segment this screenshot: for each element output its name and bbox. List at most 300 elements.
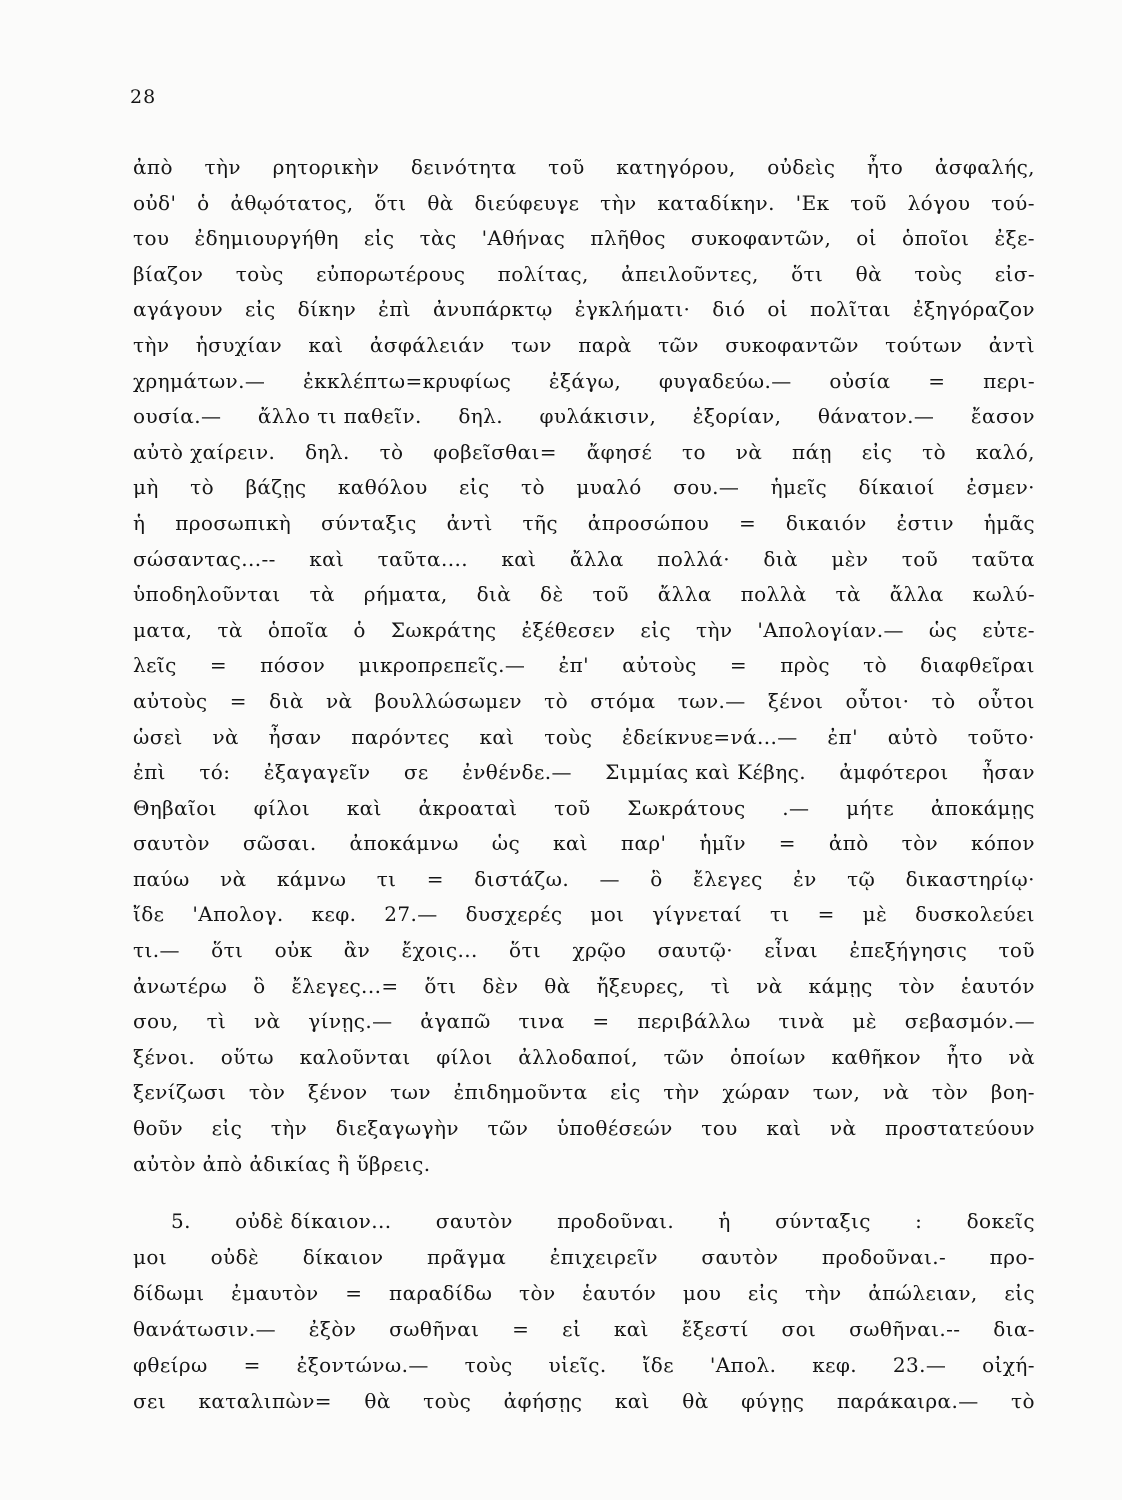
text-line — [133, 506, 1035, 542]
word: θοῦν — [133, 1116, 183, 1141]
word: κόπον — [971, 831, 1035, 856]
word: ξένον — [307, 1080, 368, 1105]
word: ἐξάγω, — [548, 368, 622, 393]
word: θὰ — [855, 261, 882, 286]
word: καλοῦνται — [299, 1044, 411, 1069]
word: τό: — [199, 760, 231, 785]
word: τὴν — [133, 332, 170, 357]
word: καὶ — [766, 1116, 802, 1141]
word: δηλ. — [458, 404, 503, 429]
word: πολλὰ — [740, 582, 807, 607]
word: σε — [403, 760, 429, 785]
word: τὸν — [248, 1080, 286, 1105]
word: τὶ — [710, 973, 731, 998]
word: ἐξοντώνω.— — [296, 1353, 429, 1377]
word: παραδίδω — [389, 1281, 493, 1305]
word: τὴν — [663, 1080, 700, 1105]
text-line — [133, 1275, 1035, 1311]
word: ὁποῖα — [267, 617, 329, 642]
word: ἐμαυτὸν — [231, 1281, 319, 1305]
word: πολῖται — [810, 297, 891, 322]
word: γίγνεταί — [652, 902, 743, 927]
word: καταδίκην. — [657, 190, 775, 215]
word: τῶν — [658, 332, 699, 357]
word: φίλοι — [253, 795, 311, 820]
word: προ- — [989, 1245, 1035, 1269]
text-line — [133, 826, 1035, 862]
word: τὸν — [898, 973, 936, 998]
word: θὰ — [544, 973, 571, 998]
word: ἐξέθεσεν — [521, 617, 616, 642]
word: ξένοι — [767, 688, 824, 713]
text-line — [133, 435, 1035, 471]
word: ἀντὶ — [988, 332, 1035, 357]
word: κωλύ- — [972, 582, 1035, 607]
word: κάμῃς — [808, 973, 873, 998]
word: = — [243, 1353, 261, 1377]
word: δεινότητα — [410, 155, 517, 179]
text-line — [133, 1383, 1035, 1419]
text-line — [133, 1075, 1035, 1111]
word: εἰ — [562, 1317, 582, 1341]
commentary-section-5 — [133, 1203, 1035, 1419]
word: ρήματα, — [363, 582, 448, 607]
word: μὲ — [862, 902, 888, 927]
word: εἰς — [610, 1080, 641, 1105]
word: ὑποθέσεών — [556, 1116, 673, 1141]
word: τὰ — [309, 582, 335, 607]
word: Σωκράτους — [627, 795, 746, 820]
word: νὰ — [829, 1116, 857, 1141]
text-line — [133, 328, 1035, 364]
word: ἐν — [793, 866, 817, 891]
word: ἦτο — [866, 155, 904, 179]
word: τοὺς — [914, 261, 963, 286]
word: ἀθῳότατος, — [230, 190, 354, 215]
commentary-paragraph — [133, 150, 1035, 1182]
word: = — [229, 688, 247, 713]
word: ἀμφότεροι — [839, 760, 949, 785]
word: μου — [682, 1281, 722, 1305]
word: ἦσαν — [982, 760, 1035, 785]
word: νὰ — [254, 1009, 281, 1034]
word: = — [426, 866, 444, 891]
word: οὐκ — [274, 938, 313, 963]
word: εἰς — [245, 297, 276, 322]
word: ἀκροαταὶ — [418, 795, 518, 820]
word: των — [390, 1080, 431, 1105]
word: το — [682, 439, 706, 464]
word: μὴ — [133, 475, 159, 500]
word: προστατεύουν — [885, 1116, 1035, 1141]
word: = — [738, 510, 757, 535]
word: αὐτὸ — [887, 724, 939, 749]
word: τοὺς — [235, 261, 284, 286]
word: οὐδὲ — [210, 1245, 260, 1269]
word: οἱ — [767, 297, 789, 322]
word: ἡμεῖς — [770, 475, 828, 500]
word: των.— — [677, 688, 746, 713]
text-line — [133, 1040, 1035, 1076]
word: ουσία.— — [133, 404, 222, 429]
word: δίκην — [297, 297, 357, 322]
word: ἐπιχειρεῖν — [549, 1245, 658, 1269]
word: γίνῃς.— — [308, 1009, 393, 1034]
word: σωθῆναι.-- — [849, 1317, 961, 1341]
word: τὶ — [206, 1009, 227, 1034]
word: κάμνω — [276, 866, 347, 891]
word: τῶν — [487, 1116, 529, 1141]
word: νὰ — [325, 688, 353, 713]
word: δίκαιον — [302, 1245, 384, 1269]
word: διὰ — [763, 546, 798, 571]
word: εἰς — [640, 617, 672, 642]
word: υἱεῖς. — [548, 1353, 607, 1377]
word: τοῦ — [901, 546, 939, 571]
word: στόμα — [590, 688, 656, 713]
word: ἐξορίαν, — [692, 404, 782, 429]
word: ἐγκλήματι· — [574, 297, 691, 322]
word: διεύφευγε — [474, 190, 580, 215]
word: θάνατον.— — [817, 404, 935, 429]
word: νὰ — [212, 724, 239, 749]
word: ξενίζωσι — [133, 1080, 227, 1105]
word: ἴδε — [642, 1353, 674, 1377]
word: λεῖς — [133, 653, 177, 678]
word: σύνταξις — [320, 510, 417, 535]
word: ἐξὸν — [308, 1317, 357, 1341]
word: ὅτι — [374, 190, 407, 215]
word: ἑαυτόν — [960, 973, 1035, 998]
word: δια- — [993, 1317, 1035, 1341]
word: εὐτε- — [982, 617, 1035, 642]
word: εἰς — [1004, 1281, 1035, 1305]
word: οἰχή- — [982, 1353, 1035, 1377]
word: σῶσαι. — [242, 831, 317, 856]
word: δὲν — [482, 973, 519, 998]
word: ἡσυχίαν — [195, 332, 283, 357]
page-number: 28 — [130, 86, 157, 108]
word: τὸ — [863, 653, 888, 678]
word: : — [915, 1209, 923, 1233]
word: τοὺς — [464, 1353, 513, 1377]
word: ἔλεγες...= — [291, 973, 399, 998]
word: ὅτι — [791, 261, 824, 286]
text-line — [133, 720, 1035, 756]
text-line — [133, 791, 1035, 827]
word: = — [778, 831, 796, 856]
word: ἐδείκνυε=νά...— — [622, 724, 798, 749]
word: πρὸς — [780, 653, 830, 678]
word: σοι — [781, 1317, 817, 1341]
word: Σωκράτης — [390, 617, 497, 642]
word: οὐδεὶς — [767, 155, 836, 179]
word: τὸν — [931, 1080, 969, 1105]
word: τὸ — [544, 688, 569, 713]
word: = — [729, 653, 748, 678]
word: τὸ — [931, 688, 956, 713]
word: φύγῃς — [741, 1389, 805, 1413]
text-line — [133, 221, 1035, 257]
text-line — [133, 933, 1035, 969]
word: ἀπειλοῦντες, — [621, 261, 759, 286]
word: ἄλλο τι παθεῖν. — [257, 404, 422, 429]
word: φυλάκισιν, — [539, 404, 657, 429]
word: μήτε — [846, 795, 895, 820]
word: 23.— — [892, 1353, 947, 1377]
word: παράκαιρα.— — [836, 1389, 979, 1413]
word: τὸν — [519, 1281, 556, 1305]
word: περι- — [983, 368, 1035, 393]
word: σύνταξις — [775, 1209, 871, 1233]
word: λόγου — [907, 190, 971, 215]
text-line — [133, 399, 1035, 435]
word: νὰ — [756, 973, 783, 998]
word: σώσαντας...-- — [133, 546, 276, 571]
word: ἔξεστί — [681, 1317, 749, 1341]
word: ἑαυτόν — [582, 1281, 657, 1305]
word: δυσκολεύει — [915, 902, 1035, 927]
word: φοβεῖσθαι= — [433, 439, 557, 464]
word: παρ' — [620, 831, 667, 856]
word: τοῦ — [850, 190, 887, 215]
word: εἰς — [459, 475, 490, 500]
word: ἀπροσώπου — [587, 510, 710, 535]
word: ἐπιδημοῦντα — [453, 1080, 588, 1105]
word: μὲν — [831, 546, 869, 571]
word: προδοῦναι. — [557, 1209, 675, 1233]
word: ἂν — [343, 938, 371, 963]
word: ἦτο — [946, 1044, 983, 1069]
word: αγάγουν — [133, 297, 224, 322]
word: οὐσία — [829, 368, 891, 393]
word: νὰ — [220, 866, 247, 891]
text-line — [133, 1203, 1035, 1239]
word: τούτων — [885, 332, 963, 357]
word: ὅτι — [211, 938, 244, 963]
word: του — [133, 226, 170, 251]
word: αὐτὸ χαίρειν. — [133, 439, 276, 464]
text-line — [133, 1111, 1035, 1147]
word: αὐτοὺς — [133, 688, 208, 713]
word: περιβάλλω — [637, 1009, 751, 1034]
word: διὰ — [269, 688, 304, 713]
word: βουλλώσωμεν — [374, 688, 522, 713]
word: τοὺς — [423, 1389, 472, 1413]
word: ἐξηγόραζον — [912, 297, 1035, 322]
word: πάῃ — [792, 439, 832, 464]
word: των, — [812, 1080, 861, 1105]
word: ἀλλοδαποί, — [518, 1044, 639, 1069]
word: ἡ — [133, 510, 146, 535]
word: πολίτας, — [497, 261, 589, 286]
word: ἡμᾶς — [983, 510, 1035, 535]
word: δυσχερές — [465, 902, 563, 927]
word: σει — [133, 1389, 167, 1413]
word: ἀσφαλής, — [934, 155, 1035, 179]
word: ἐπ' — [827, 724, 858, 749]
word: 'Απολογ. — [192, 902, 284, 927]
word: σου.— — [673, 475, 740, 500]
word: ἐπ' — [558, 653, 590, 678]
word: δίκαιοί — [858, 475, 935, 500]
word: ἄλλα — [569, 546, 624, 571]
word: εὐπορωτέρους — [316, 261, 466, 286]
word: ξένοι. — [133, 1044, 196, 1069]
word: τι — [376, 866, 397, 891]
word: τοῦ — [592, 582, 629, 607]
word: ταῦτα — [971, 546, 1035, 571]
word: πλῆθος — [590, 226, 666, 251]
word: τοῦ — [998, 938, 1035, 963]
word: των — [511, 332, 552, 357]
word: καθῆκον — [831, 1044, 922, 1069]
word: τὰς — [419, 226, 457, 251]
word: διεξαγωγὴν — [335, 1116, 459, 1141]
word: 5. — [171, 1209, 191, 1233]
word: καταλιπὼν= — [198, 1389, 332, 1413]
word: οὕτω — [220, 1044, 274, 1069]
word: βίαζον — [133, 261, 204, 286]
word: τὸ — [190, 475, 215, 500]
word: πολλά· — [657, 546, 730, 571]
word: καλό, — [975, 439, 1035, 464]
word: καὶ — [501, 546, 537, 571]
word: βάζῃς — [245, 475, 307, 500]
text-line — [133, 257, 1035, 293]
word: ἐπεξήγησις — [849, 938, 968, 963]
word: = — [345, 1281, 363, 1305]
word: νὰ — [1008, 1044, 1035, 1069]
word: ὅτι — [509, 938, 542, 963]
word: 'Απολ. — [709, 1353, 777, 1377]
word: ἀποκάμνω — [349, 831, 459, 856]
word: ἐπὶ — [133, 760, 166, 785]
word: τοῦ — [548, 155, 585, 179]
text-line — [133, 1239, 1035, 1275]
word: ἔλεγες — [692, 866, 763, 891]
word: οὗτοι — [977, 688, 1035, 713]
text-line — [133, 1347, 1035, 1383]
word: ἀπώλειαν, — [868, 1281, 978, 1305]
word: ἐστιν — [896, 510, 954, 535]
word: κατηγόρου, — [616, 155, 736, 179]
word: μὲ — [852, 1009, 877, 1034]
word: Θηβαῖοι — [133, 795, 217, 820]
word: πόσον — [260, 653, 326, 678]
word: ἀνυπάρκτῳ — [433, 297, 553, 322]
word: ἐσμεν· — [966, 475, 1035, 500]
word: μοι — [133, 1245, 168, 1269]
word: τοὺς — [544, 724, 593, 749]
word: ὁ — [353, 617, 366, 642]
word: διὰ — [476, 582, 512, 607]
word: μοι — [590, 902, 625, 927]
word: τὸ — [1011, 1389, 1035, 1413]
word: καὶ — [552, 831, 589, 856]
text-line — [133, 150, 1035, 186]
word: διαφθεῖραι — [920, 653, 1035, 678]
text-line — [133, 684, 1035, 720]
text-line — [133, 470, 1035, 506]
word: παύω — [133, 866, 190, 891]
word: εἰς — [861, 439, 893, 464]
word: = — [209, 653, 228, 678]
word: βοη- — [990, 1080, 1035, 1105]
word: τὸν — [901, 831, 939, 856]
word: εἰσ- — [994, 261, 1035, 286]
word: ὃ — [650, 866, 663, 891]
word: οἱ — [856, 226, 877, 251]
word: ὡς — [928, 617, 958, 642]
word: τῶν — [663, 1044, 705, 1069]
word: οὐδὲ δίκαιον... — [235, 1209, 392, 1233]
word: ἄλλα — [657, 582, 712, 607]
text-line — [133, 862, 1035, 898]
word: παρόντες — [351, 724, 450, 749]
text-line — [133, 613, 1035, 649]
word: καὶ — [479, 724, 515, 749]
word: ἐδημιουργήθη — [194, 226, 339, 251]
word: νὰ — [735, 439, 763, 464]
word: ἴδε — [133, 902, 165, 927]
word: ὁποῖοι — [902, 226, 970, 251]
text-line — [133, 648, 1035, 684]
word: τῷ — [847, 866, 876, 891]
word: τὴν — [204, 155, 241, 179]
word: τὰ — [217, 617, 243, 642]
word: νὰ — [882, 1080, 910, 1105]
word: φθείρω — [133, 1353, 208, 1377]
word: ἀνωτέρω — [133, 973, 228, 998]
word: ὡσεὶ — [133, 724, 183, 749]
word: ἀποκάμῃς — [930, 795, 1035, 820]
word: ἦσαν — [268, 724, 322, 749]
word: φυγαδεύω.— — [658, 368, 792, 393]
word: ὃ — [253, 973, 266, 998]
word: — — [599, 866, 620, 891]
text-line — [133, 577, 1035, 613]
word: ὡς — [491, 831, 521, 856]
word: θανάτωσιν.— — [133, 1317, 276, 1341]
word: τὰ — [835, 582, 861, 607]
word: μικροπρεπεῖς.— — [358, 653, 526, 678]
text-line — [133, 969, 1035, 1005]
word: τινὰ — [778, 1009, 825, 1034]
word: δοκεῖς — [966, 1209, 1035, 1233]
word: κεφ. — [311, 902, 357, 927]
word: ταῦτα.... — [377, 546, 468, 571]
word: φίλοι — [436, 1044, 493, 1069]
word: ἔασον — [970, 404, 1035, 429]
word: κεφ. — [812, 1353, 858, 1377]
word: ἀγαπῶ — [420, 1009, 491, 1034]
word: εἰς — [211, 1116, 243, 1141]
word: τὴν — [696, 617, 733, 642]
word: εἰς — [747, 1281, 779, 1305]
word: 'Αθήνας — [481, 226, 566, 251]
word: τὴν — [270, 1116, 308, 1141]
word: εἶναι — [764, 938, 819, 963]
word: ἀσφάλειάν — [369, 332, 485, 357]
word: εἰς — [363, 226, 395, 251]
word: Σιμμίας καὶ Κέβης. — [605, 760, 806, 785]
word: παρὰ — [578, 332, 632, 357]
text-line — [133, 1147, 1035, 1183]
word: τινα — [518, 1009, 565, 1034]
text-line — [133, 1311, 1035, 1347]
word: θὰ — [364, 1389, 391, 1413]
